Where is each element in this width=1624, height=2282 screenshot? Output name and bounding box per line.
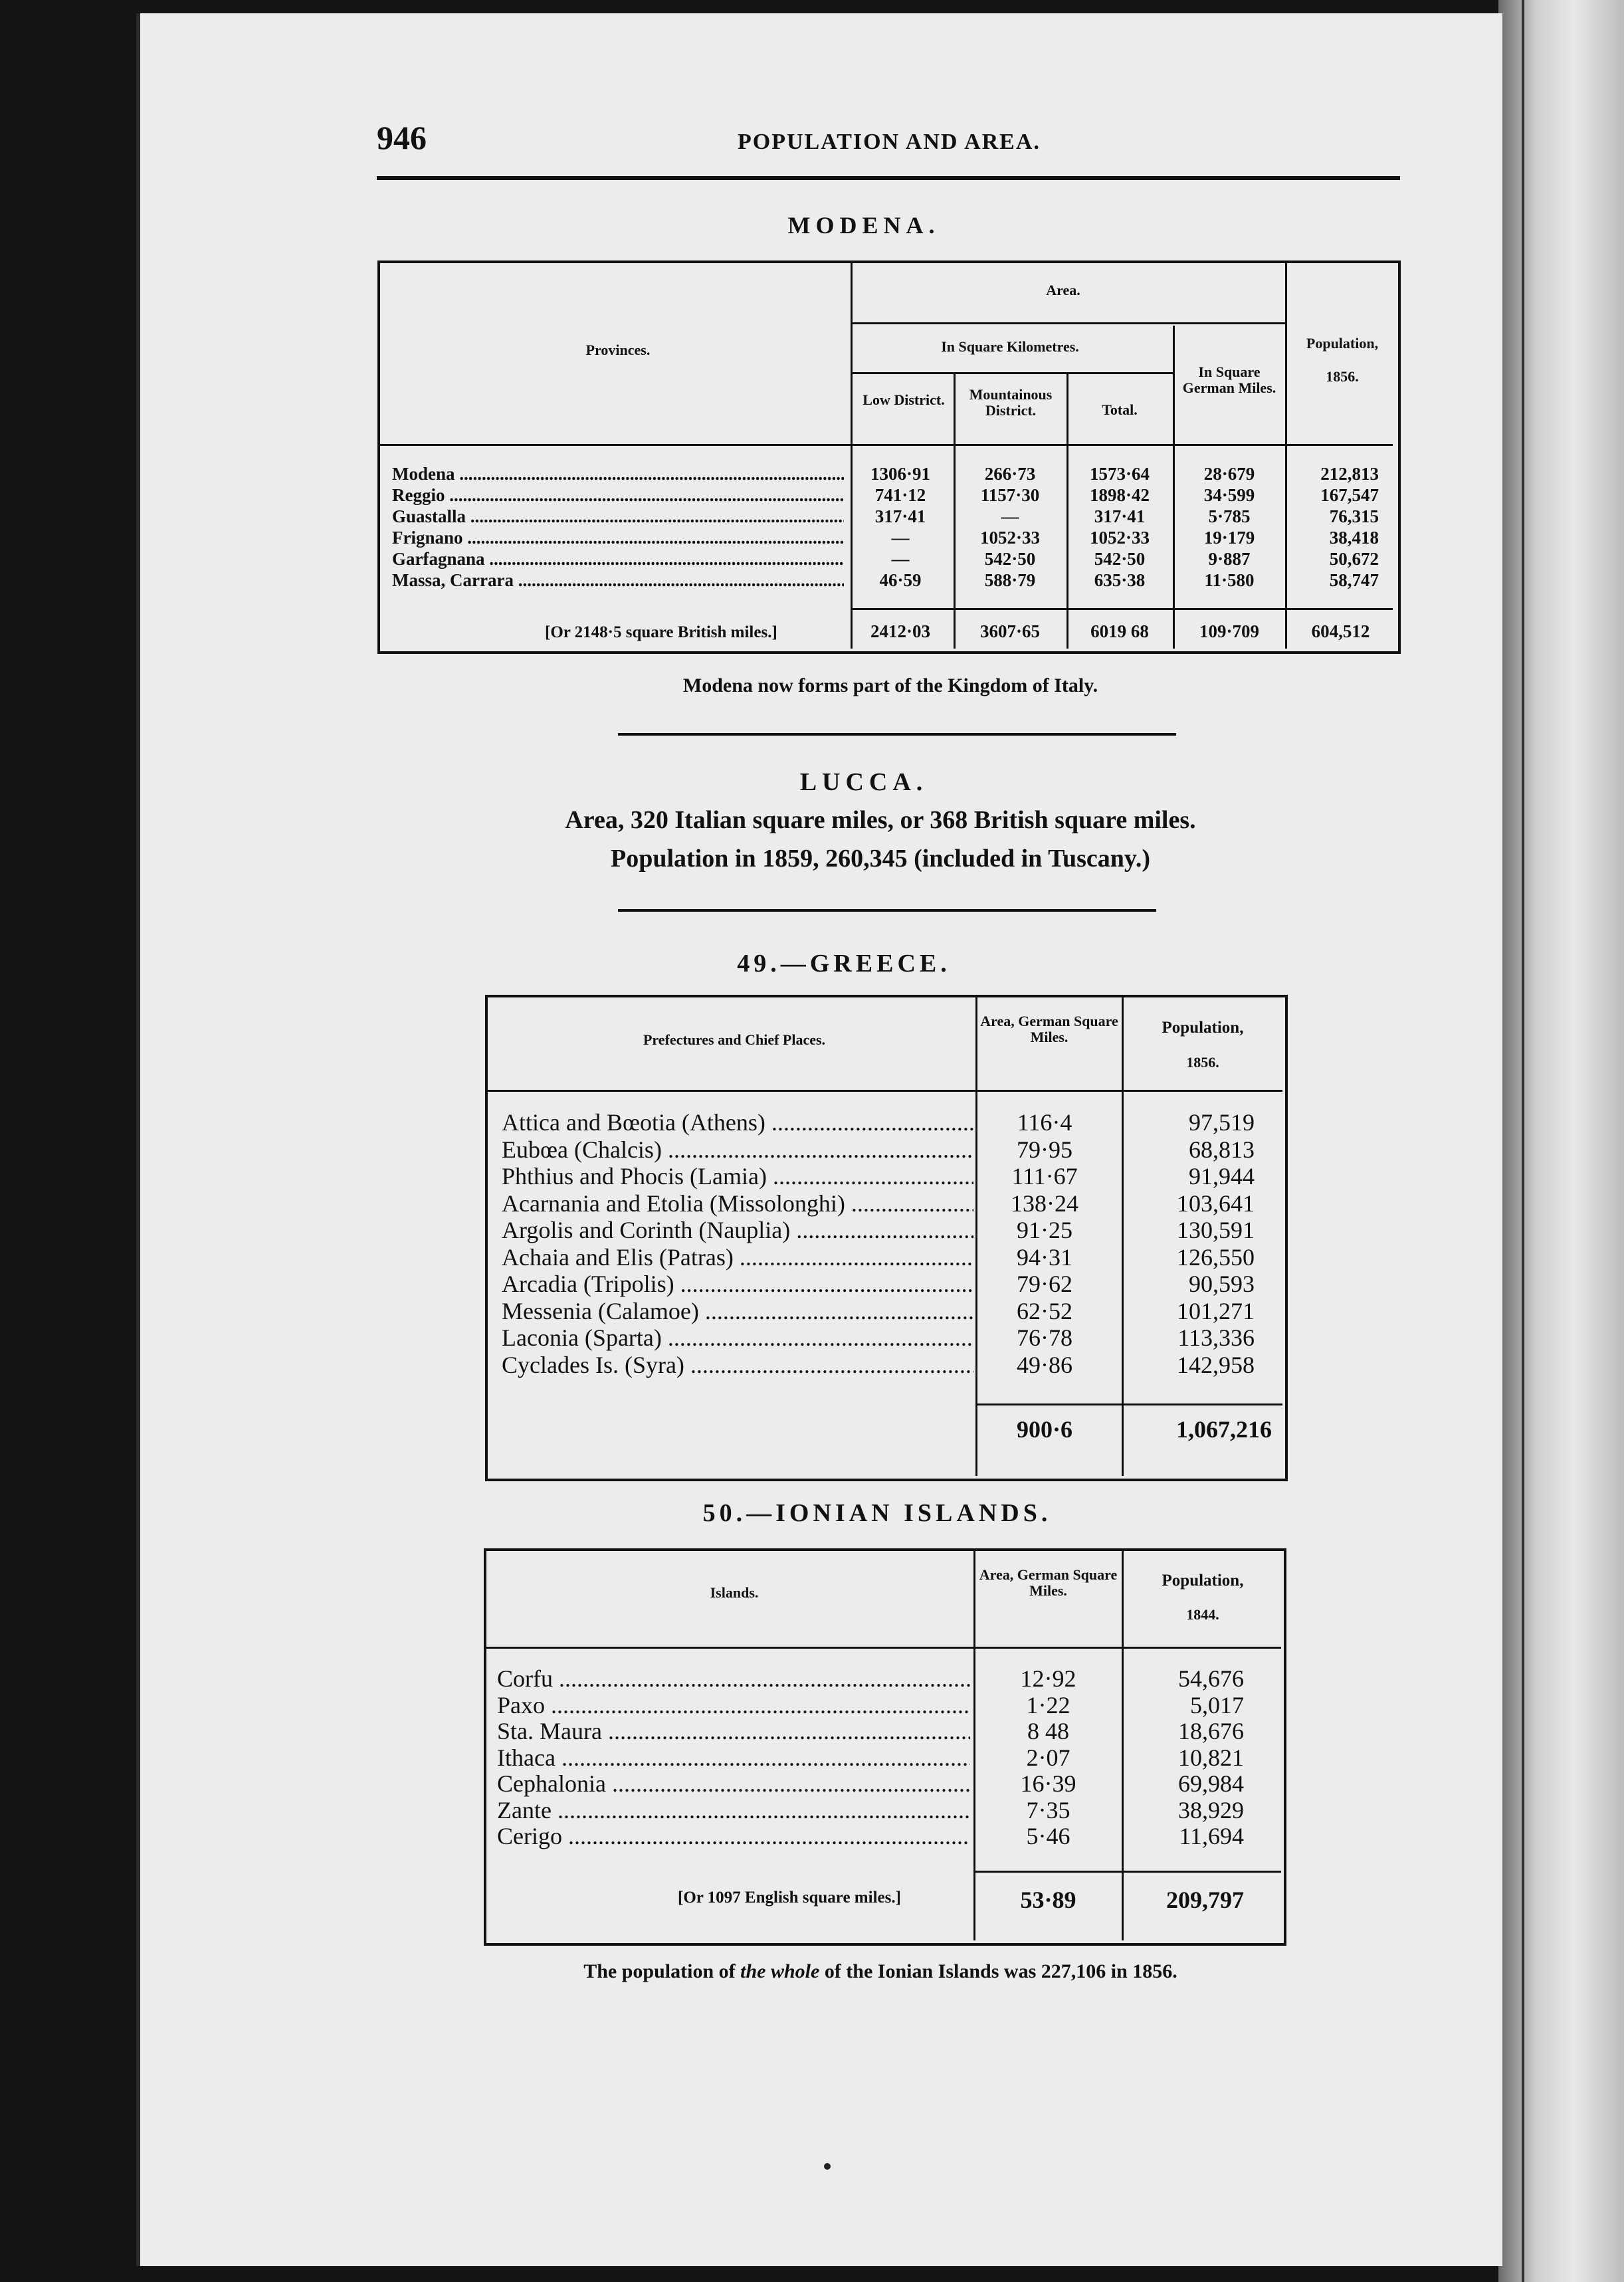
- german-miles-value: 19·179: [1203, 528, 1255, 548]
- prefecture-name-text: Arcadia (Tripolis) .....: [502, 1271, 973, 1297]
- modena-total-header: Total.: [1102, 401, 1138, 418]
- low-district-value: —: [891, 549, 910, 569]
- population-value: 38,929: [1178, 1796, 1244, 1823]
- area-value: 116·4: [1017, 1109, 1072, 1136]
- greece-places-header: Prefectures and Chief Places.: [643, 1031, 826, 1048]
- population-value: 142,958: [1177, 1351, 1255, 1378]
- island-name-text: Zante .....: [497, 1797, 970, 1823]
- population-value: 58,747: [1329, 570, 1379, 590]
- province-name: [392, 485, 844, 506]
- modena-row-divider: [380, 444, 1393, 446]
- mountainous-value: 588·79: [984, 570, 1036, 590]
- population-value: 90,593: [1189, 1271, 1255, 1297]
- area-value: 94·31: [1017, 1243, 1072, 1271]
- prefecture-name-text: Eubœa (Chalcis) .....: [502, 1136, 973, 1163]
- prefecture-name: [502, 1136, 973, 1164]
- modena-population-header: Population,: [1306, 335, 1379, 352]
- mountainous-value: 266·73: [984, 464, 1036, 484]
- ionian-row-divider: [975, 1871, 1281, 1873]
- total-value: 1573·64: [1089, 464, 1150, 484]
- greece-total-pop: 1,067,216: [1176, 1416, 1272, 1443]
- area-value: 1·22: [1026, 1691, 1070, 1718]
- area-value: 7·35: [1026, 1796, 1070, 1823]
- ionian-footnote: [465, 1960, 1296, 1983]
- lucca-population-line: Population in 1859, 260,345 (included in Tuscany.): [611, 845, 1150, 873]
- modena-total-mount: 3607·65: [979, 621, 1040, 641]
- greece-population-header: Population,: [1162, 1019, 1244, 1037]
- german-miles-value: 34·599: [1203, 485, 1255, 505]
- modena-col-divider: [1066, 372, 1068, 649]
- ionian-islands-header: Islands.: [710, 1584, 759, 1601]
- total-value: 542·50: [1094, 549, 1146, 569]
- modena-german-header: In Square German Miles.: [1182, 363, 1276, 397]
- area-value: 79·62: [1017, 1271, 1072, 1297]
- population-value: 54,676: [1178, 1665, 1244, 1692]
- prefecture-name-text: Argolis and Corinth (Nauplia) .....: [502, 1217, 973, 1243]
- greece-row-divider: [977, 1403, 1282, 1405]
- island-name: [497, 1770, 970, 1798]
- ink-dot: [824, 2163, 831, 2170]
- ionian-col-divider: [973, 1551, 975, 1940]
- area-value: 16·39: [1020, 1770, 1076, 1797]
- german-miles-value: 28·679: [1203, 464, 1255, 484]
- ionian-title: 50.—IONIAN ISLANDS.: [702, 1499, 1052, 1527]
- prefecture-name-text: Laconia (Sparta) .....: [502, 1324, 973, 1351]
- lucca-title: LUCCA.: [799, 768, 928, 796]
- header-rule: [377, 176, 1400, 180]
- province-name-text: Massa, Carrara .....: [392, 570, 844, 590]
- low-district-value: 741·12: [874, 485, 926, 505]
- province-name: [392, 549, 844, 570]
- area-value: 12·92: [1020, 1665, 1076, 1692]
- modena-table: [377, 260, 1401, 654]
- ionian-total-pop: 209,797: [1166, 1887, 1244, 1913]
- modena-col-divider: [954, 372, 956, 649]
- prefecture-name: [502, 1351, 973, 1379]
- population-value: 91,944: [1189, 1163, 1255, 1190]
- area-value: 2·07: [1026, 1744, 1070, 1771]
- province-name: [392, 570, 844, 591]
- prefecture-name: [502, 1324, 973, 1352]
- modena-mountainous-header: Mountainous District.: [969, 386, 1053, 419]
- german-miles-value: 11·580: [1204, 570, 1255, 590]
- area-value: 5·46: [1026, 1823, 1070, 1849]
- total-value: 1052·33: [1089, 528, 1150, 548]
- page-gutter-line: [1522, 0, 1524, 2282]
- modena-title: MODENA.: [787, 212, 940, 239]
- german-miles-value: 9·887: [1208, 549, 1251, 569]
- island-name-text: Corfu .....: [497, 1665, 970, 1692]
- area-value: 111·67: [1011, 1163, 1078, 1190]
- page-number: 946: [377, 119, 427, 156]
- island-name-text: Cephalonia .....: [497, 1770, 970, 1797]
- prefecture-name-text: Achaia and Elis (Patras) .....: [502, 1244, 973, 1271]
- population-value: 38,418: [1329, 528, 1379, 548]
- population-value: 76,315: [1329, 506, 1379, 526]
- area-value: 138·24: [1011, 1190, 1078, 1217]
- german-miles-value: 5·785: [1208, 506, 1251, 526]
- modena-row-divider: [852, 322, 1285, 324]
- modena-total-pop: 604,512: [1311, 621, 1370, 641]
- prefecture-name: [502, 1270, 973, 1298]
- population-value: 18,676: [1178, 1718, 1244, 1744]
- population-value: 130,591: [1177, 1217, 1255, 1243]
- greece-total-area: 900·6: [1016, 1416, 1072, 1443]
- mountainous-value: 1157·30: [980, 485, 1040, 505]
- ionian-total-note: [Or 1097 English square miles.]: [678, 1889, 901, 1907]
- population-value: 10,821: [1178, 1744, 1244, 1771]
- adjacent-page-edge: [1498, 0, 1624, 2282]
- greece-pop-year: 1856.: [1186, 1054, 1219, 1071]
- province-name: [392, 464, 844, 484]
- prefecture-name: [502, 1162, 973, 1190]
- prefecture-name-text: Attica and Bœotia (Athens) .....: [502, 1109, 973, 1136]
- province-name: [392, 506, 844, 527]
- island-name: [497, 1744, 970, 1772]
- island-name-text: Sta. Maura .....: [497, 1718, 970, 1744]
- ionian-footnote-pre: The population of: [583, 1960, 741, 1982]
- ionian-total-area: 53·89: [1020, 1887, 1076, 1913]
- province-name-text: Modena .....: [392, 464, 844, 484]
- mountainous-value: 1052·33: [979, 528, 1040, 548]
- mountainous-value: 542·50: [984, 549, 1036, 569]
- population-value: 103,641: [1177, 1190, 1255, 1217]
- ionian-col-divider: [1122, 1551, 1124, 1940]
- area-value: 62·52: [1017, 1297, 1072, 1324]
- province-name-text: Reggio .....: [392, 485, 844, 505]
- population-value: 126,550: [1177, 1243, 1255, 1271]
- population-value: 50,672: [1329, 549, 1379, 569]
- prefecture-name-text: Messenia (Calamoe) .....: [502, 1298, 973, 1324]
- prefecture-name-text: Cyclades Is. (Syra) .....: [502, 1352, 973, 1378]
- modena-row-divider: [852, 372, 1173, 374]
- prefecture-name: [502, 1243, 973, 1271]
- ionian-pop-year: 1844.: [1186, 1606, 1219, 1623]
- modena-col-divider: [1285, 263, 1287, 649]
- area-value: 91·25: [1017, 1217, 1072, 1243]
- population-value: 69,984: [1178, 1770, 1244, 1797]
- low-district-value: 317·41: [874, 506, 926, 526]
- modena-total-note: [Or 2148·5 square British miles.]: [545, 623, 777, 641]
- population-value: 167,547: [1320, 485, 1379, 505]
- low-district-value: 46·59: [879, 570, 922, 590]
- lucca-area-line: Area, 320 Italian square miles, or 368 British square miles.: [565, 806, 1196, 834]
- total-value: 635·38: [1094, 570, 1146, 590]
- ionian-area-header: Area, German Square Miles.: [979, 1566, 1118, 1600]
- ionian-footnote-em: the whole: [740, 1960, 820, 1982]
- greece-title: 49.—GREECE.: [737, 950, 951, 978]
- province-name-text: Garfagnana .....: [392, 549, 844, 569]
- population-value: 97,519: [1189, 1109, 1255, 1136]
- population-value: 5,017: [1190, 1691, 1244, 1718]
- modena-total-total: 6019 68: [1090, 621, 1149, 641]
- island-name-text: Paxo .....: [497, 1692, 970, 1718]
- modena-low-header: Low District.: [863, 391, 945, 408]
- province-name-text: Frignano .....: [392, 528, 844, 548]
- ionian-population-header: Population,: [1162, 1572, 1244, 1590]
- modena-area-header: Area.: [1046, 282, 1080, 298]
- total-value: 1898·42: [1089, 485, 1150, 505]
- modena-total-low: 2412·03: [870, 621, 930, 641]
- area-value: 49·86: [1017, 1351, 1072, 1378]
- modena-row-divider: [852, 608, 1393, 610]
- modena-footnote: Modena now forms part of the Kingdom of Italy.: [682, 674, 1098, 696]
- greece-row-divider: [488, 1090, 1282, 1092]
- mountainous-value: —: [1001, 506, 1019, 526]
- island-name: [497, 1822, 970, 1850]
- province-name-text: Guastalla .....: [392, 506, 844, 526]
- ionian-footnote-post: of the Ionian Islands was 227,106 in 1856.: [819, 1960, 1177, 1982]
- prefecture-name-text: Acarnania and Etolia (Missolonghi) .....: [502, 1190, 973, 1217]
- area-value: 79·95: [1017, 1136, 1072, 1163]
- low-district-value: —: [891, 528, 910, 548]
- prefecture-name: [502, 1297, 973, 1325]
- island-name-text: Ithaca .....: [497, 1744, 970, 1771]
- running-title: POPULATION AND AREA.: [738, 130, 1041, 154]
- modena-total-german: 109·709: [1199, 621, 1259, 641]
- population-value: 101,271: [1177, 1297, 1255, 1324]
- total-value: 317·41: [1094, 506, 1146, 526]
- area-value: 8 48: [1027, 1718, 1069, 1744]
- population-value: 11,694: [1179, 1823, 1244, 1849]
- prefecture-name: [502, 1190, 973, 1217]
- island-name: [497, 1691, 970, 1719]
- modena-col-divider: [851, 263, 853, 649]
- island-name: [497, 1665, 970, 1693]
- low-district-value: 1306·91: [870, 464, 930, 484]
- population-value: 212,813: [1320, 464, 1379, 484]
- prefecture-name: [502, 1216, 973, 1244]
- population-value: 113,336: [1177, 1324, 1255, 1351]
- divider-rule: [618, 909, 1156, 912]
- divider-rule: [618, 733, 1176, 736]
- island-name-text: Cerigo .....: [497, 1823, 970, 1849]
- prefecture-name-text: Phthius and Phocis (Lamia) .....: [502, 1163, 973, 1190]
- modena-col-divider: [1173, 326, 1175, 649]
- island-name: [497, 1717, 970, 1745]
- ionian-row-divider: [486, 1647, 1281, 1649]
- area-value: 76·78: [1017, 1324, 1072, 1351]
- prefecture-name: [502, 1108, 973, 1136]
- island-name: [497, 1796, 970, 1824]
- greece-area-header: Area, German Square Miles.: [980, 1013, 1118, 1046]
- modena-provinces-header: Provinces.: [585, 342, 651, 358]
- modena-pop-year: 1856.: [1326, 368, 1359, 385]
- population-value: 68,813: [1189, 1136, 1255, 1163]
- province-name: [392, 528, 844, 548]
- modena-sqkm-header: In Square Kilometres.: [941, 338, 1079, 355]
